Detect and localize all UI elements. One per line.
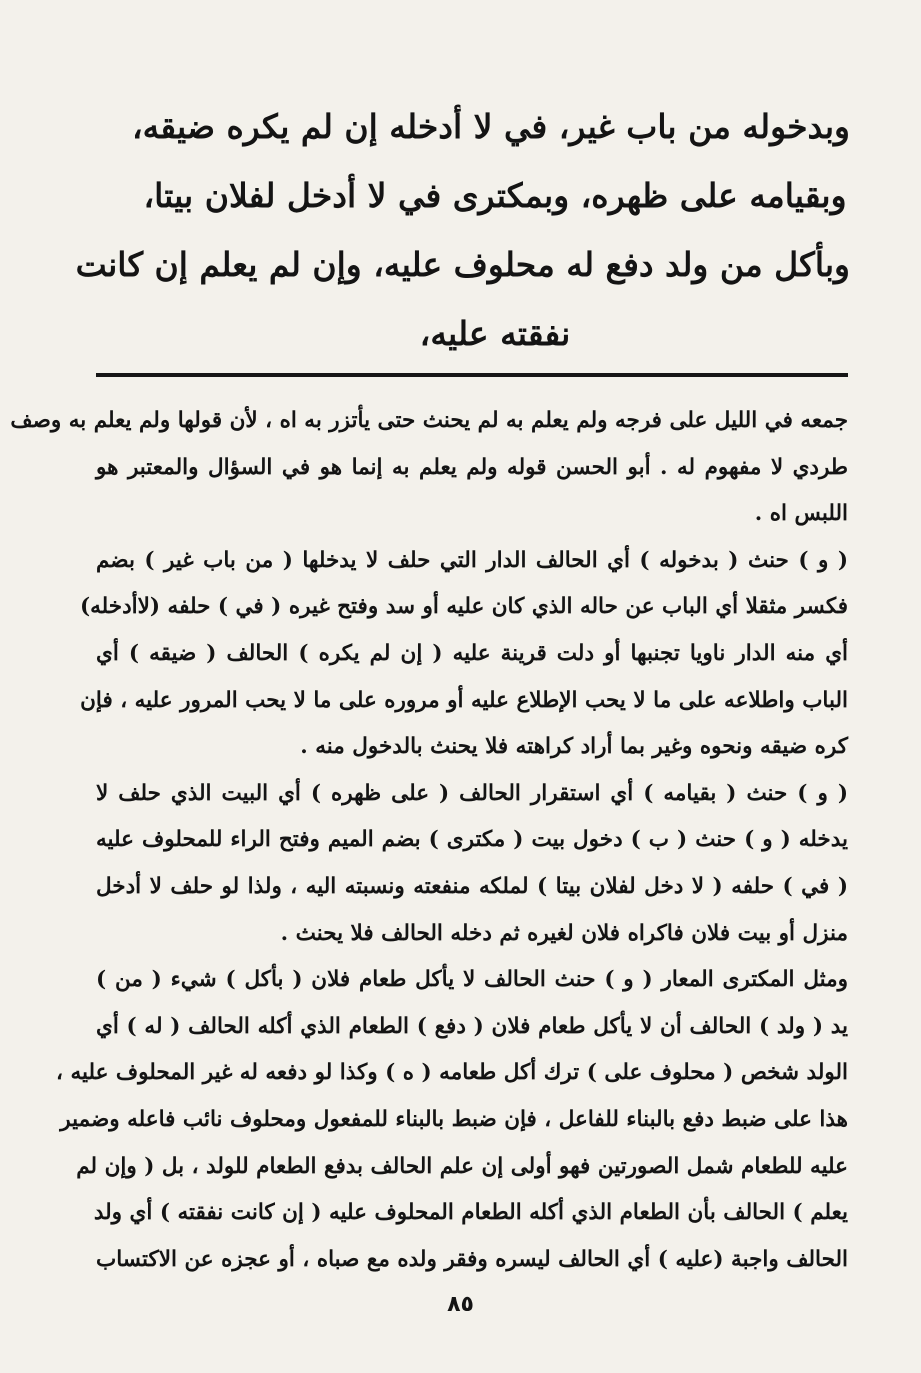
commentary-line: فكسر مثقلا أي الباب عن حاله الذي كان عليه أو سد وفتح غيره ( في ) حلفه (لاأدخله) <box>79 594 848 620</box>
commentary-line: يعلم ) الحالف بأن الطعام الذي أكله الطعام المحلوف عليه ( إن كانت نفقته ) أي ولد <box>93 1200 848 1226</box>
commentary-line: ومثل المكترى المعار ( و ) حنث الحالف لا يأكل طعام فلان ( بأكل ) شيء ( من ) <box>96 967 848 993</box>
commentary-line: ( و ) حنث ( بقيامه ) أي استقرار الحالف ( على ظهره ) أي البيت الذي حلف لا <box>96 780 848 806</box>
commentary-text-block <box>10 398 849 1283</box>
commentary-line: هذا على ضبط دفع بالبناء للفاعل ، فإن ضبط بالبناء للمفعول ومحلوف نائب فاعله وضمير <box>60 1106 848 1132</box>
commentary-line: جمعه في الليل على فرجه ولم يعلم به لم يحنث حتى يأتزر به اه ، لأن قولها ولم يعلم به وصف <box>10 408 848 433</box>
commentary-line: الباب واطلاعه على ما لا يحب الإطلاع عليه أو مروره على ما لا يحب المرور عليه ، فإن <box>80 687 848 713</box>
commentary-line: يد ( ولد ) الحالف أن لا يأكل طعام فلان ( دفع ) الطعام الذي أكله الحالف ( له ) أي <box>96 1013 849 1039</box>
matn-line: وبقيامه على ظهره، وبمكترى في لا أدخل لفلان بيتا، <box>143 176 847 215</box>
matn-line: وبدخوله من باب غير، في لا أدخله إن لم يكره ضيقه، <box>131 107 850 146</box>
matn-text-block <box>75 92 850 368</box>
commentary-line: كره ضيقه ونحوه وغير بما أراد كراهته فلا يحنث بالدخول منه . <box>300 734 848 760</box>
separator-rule <box>96 373 848 377</box>
matn-line: نفقته عليه، <box>419 314 571 353</box>
commentary-line: ( في ) حلفه ( لا دخل لفلان بيتا ) لملكه منفعته ونسبته اليه ، ولذا لو حلف لا أدخل <box>96 873 848 899</box>
commentary-line: الحالف واجبة (عليه ) أي الحالف ليسره وفقر ولده مع صباه ، أو عجزه عن الاكتساب <box>96 1246 848 1272</box>
commentary-line: أي منه الدار ناويا تجنبها أو دلت قرينة عليه ( إن لم يكره ) الحالف ( ضيقه ) أي <box>96 640 848 666</box>
commentary-line: عليه للطعام شمل الصورتين فهو أولى إن علم الحالف بدفع الطعام للولد ، بل ( وإن لم <box>76 1153 848 1179</box>
page-number: ٨٥ <box>447 1292 474 1317</box>
commentary-line: منزل أو بيت فلان فاكراه فلان لغيره ثم دخله الحالف فلا يحنث . <box>280 920 848 946</box>
commentary-line: طردي لا مفهوم له . أبو الحسن قوله ولم يعلم به إنما هو في السؤال والمعتبر هو <box>96 454 848 480</box>
commentary-line: اللبس اه . <box>754 501 848 527</box>
commentary-line: يدخله ( و ) حنث ( ب ) دخول بيت ( مكترى ) بضم الميم وفتح الراء للمحلوف عليه <box>96 827 848 853</box>
commentary-line: الولد شخص ( محلوف على ) ترك أكل طعامه ( ه ) وكذا لو دفعه له غير المحلوف عليه ، <box>56 1060 848 1086</box>
matn-line: وبأكل من ولد دفع له محلوف عليه، وإن لم يعلم إن كانت <box>75 245 850 284</box>
commentary-line: ( و ) حنث ( بدخوله ) أي الحالف الدار التي حلف لا يدخلها ( من باب غير ) بضم <box>96 547 848 573</box>
